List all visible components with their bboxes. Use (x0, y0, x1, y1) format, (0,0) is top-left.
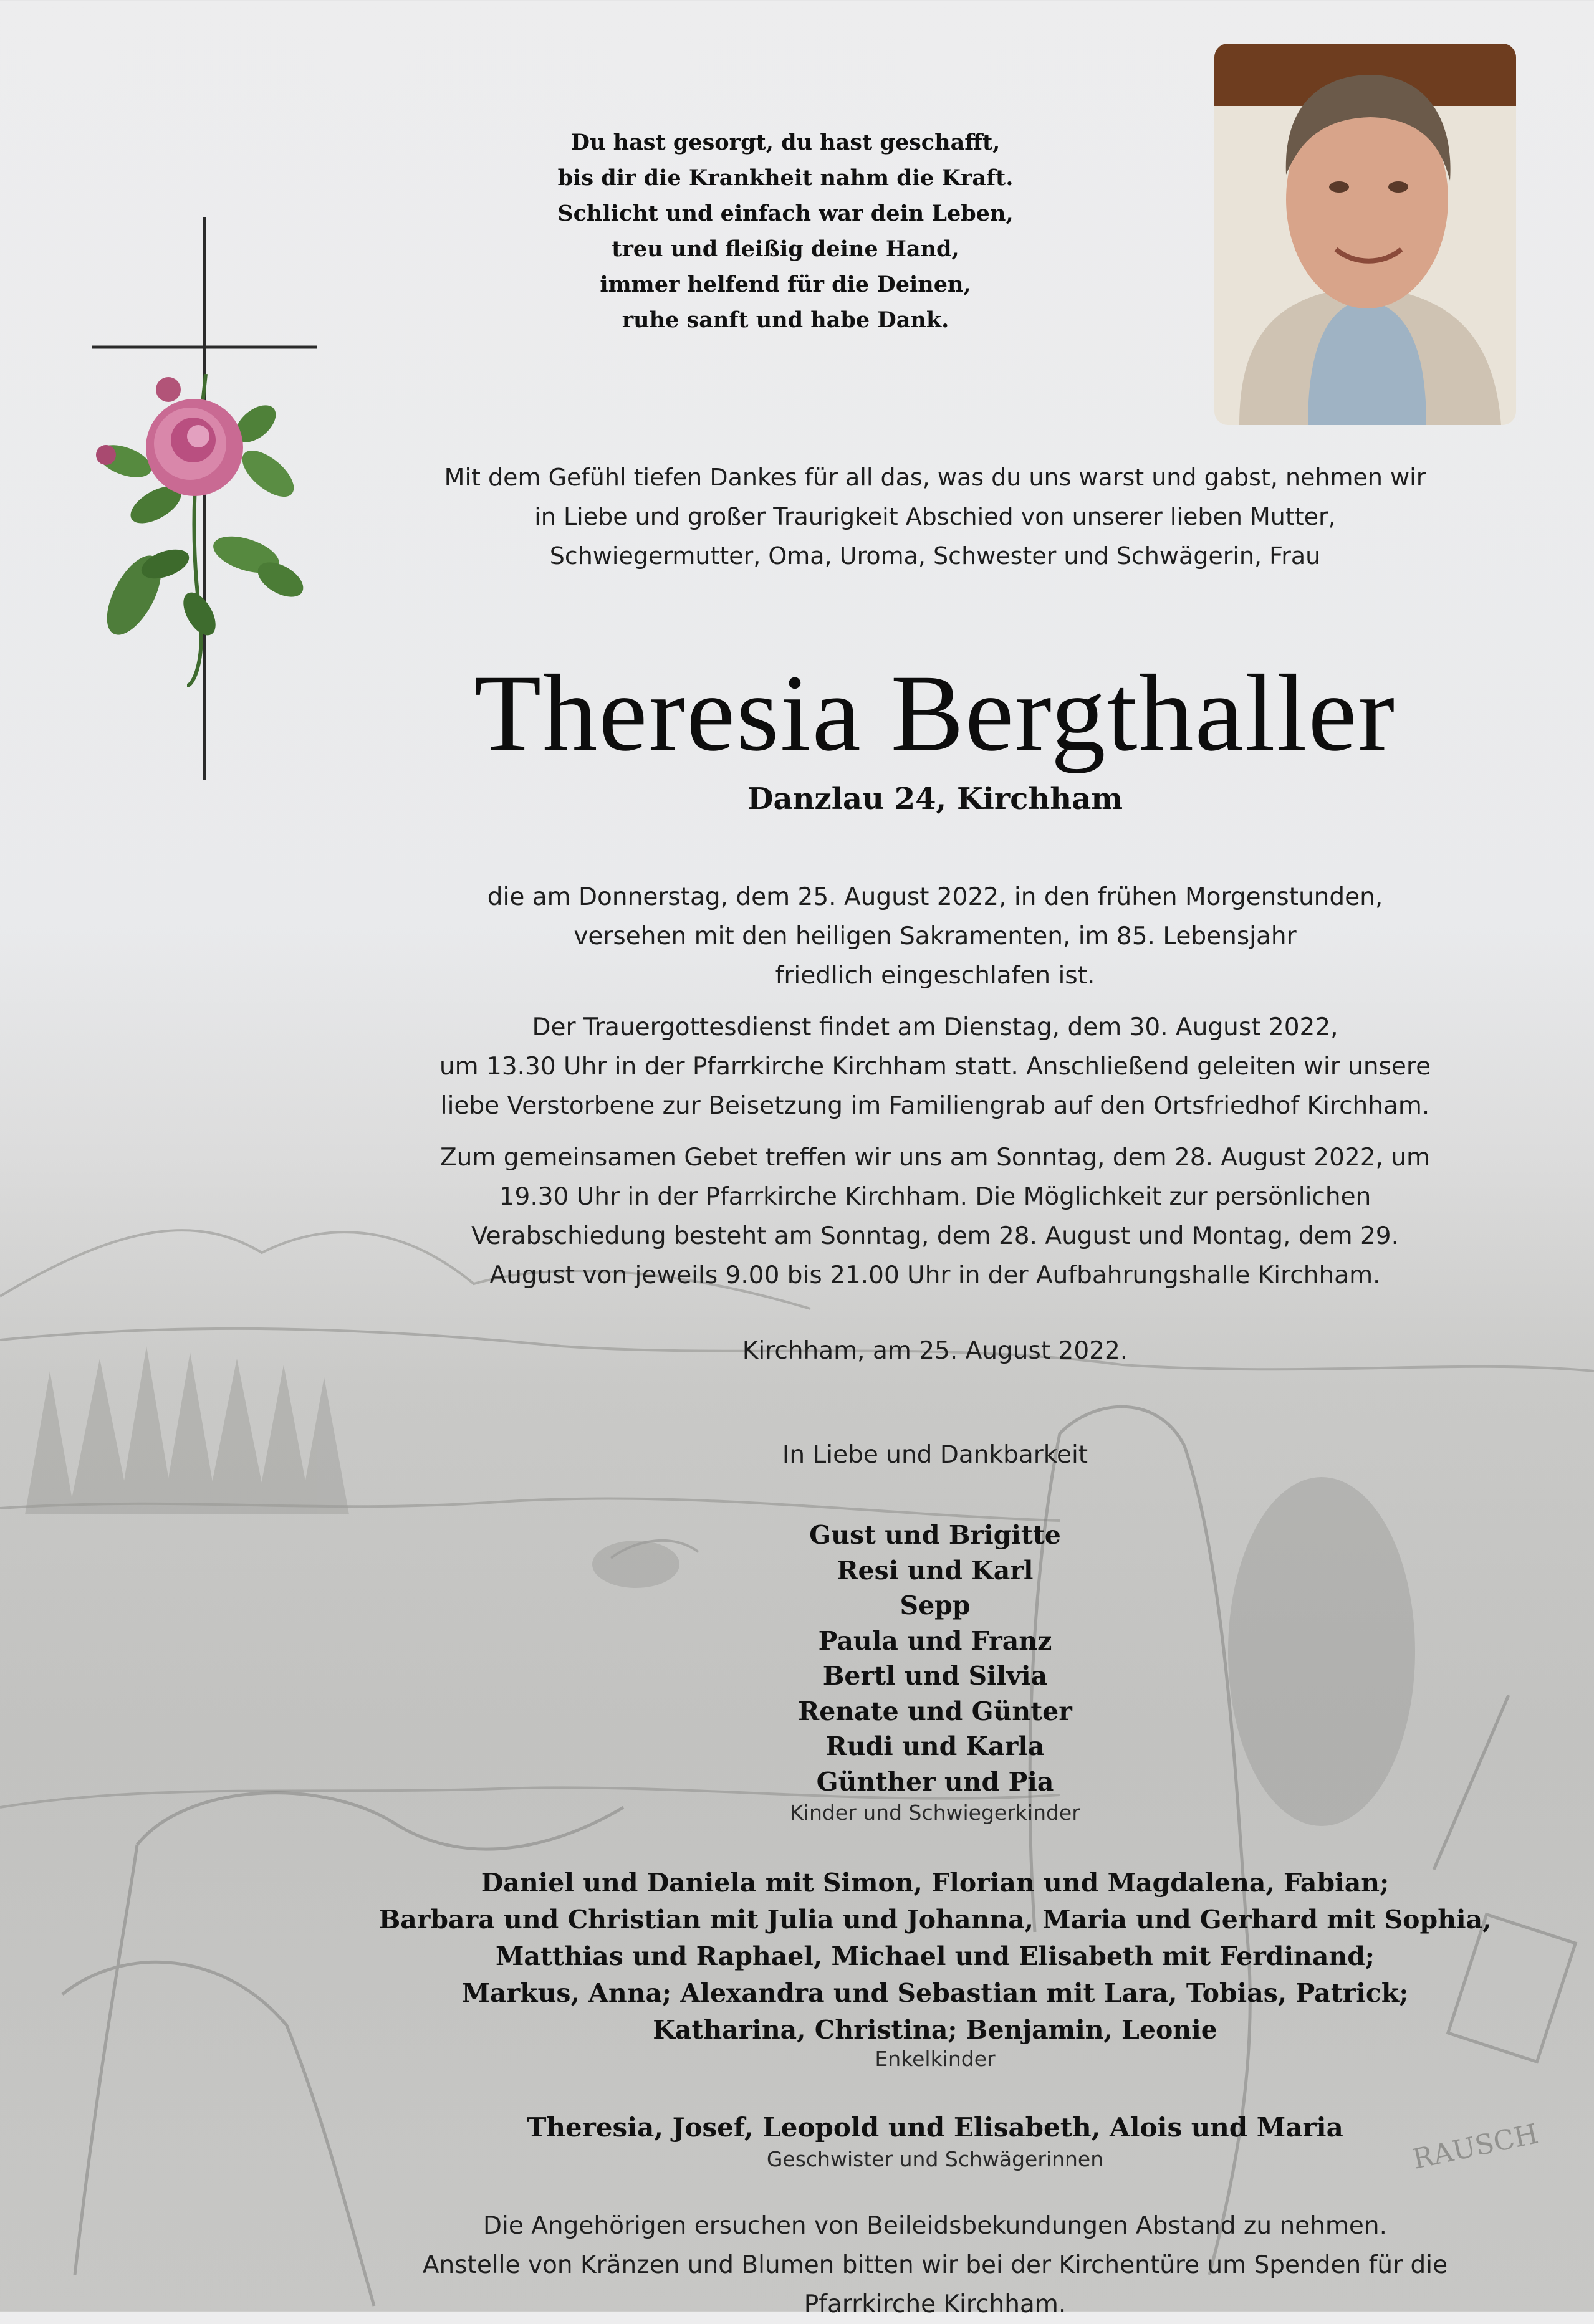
child-entry: Resi und Karl (837, 1555, 1034, 1585)
closing-line: Die Angehörigen ersuchen von Beileidsbekundungen Abstand zu nehmen. (483, 2212, 1387, 2240)
child-entry: Gust und Brigitte (809, 1520, 1061, 1550)
verse-line: Schlicht und einfach war dein Leben, (557, 201, 1014, 226)
closing-line: Anstelle von Kränzen und Blumen bitten wir bei der Kirchentüre um Spenden für die (422, 2251, 1448, 2279)
verse-line: Du hast gesorgt, du hast geschafft, (570, 130, 1001, 155)
grandchildren-line: Barbara und Christian mit Julia und Johanna, Maria und Gerhard mit Sophia, (378, 1905, 1492, 1934)
grandchildren-line: Daniel und Daniela mit Simon, Florian und Magdalena, Fabian; (481, 1868, 1390, 1898)
siblings-caption: Geschwister und Schwägerinnen (766, 2147, 1104, 2171)
children-caption: Kinder und Schwiegerkinder (790, 1800, 1080, 1825)
intro-line: in Liebe und großer Traurigkeit Abschied von unserer lieben Mutter, (534, 503, 1336, 530)
prayer-line: 19.30 Uhr in der Pfarrkirche Kirchham. Die Möglichkeit zur persönlichen (499, 1183, 1371, 1211)
grandchildren-line: Katharina, Christina; Benjamin, Leonie (653, 2015, 1217, 2045)
child-entry: Paula und Franz (818, 1625, 1052, 1656)
verse-line: treu und fleißig deine Hand, (612, 236, 959, 262)
verse-line: immer helfend für die Deinen, (600, 272, 971, 297)
intro-text (349, 458, 1521, 576)
child-entry: Renate und Günter (798, 1696, 1072, 1726)
siblings-list: Theresia, Josef, Leopold und Elisabeth, Alois und Maria (527, 2112, 1343, 2143)
prayer-line: August von jeweils 9.00 bis 21.00 Uhr in der Aufbahrungshalle Kirchham. (489, 1261, 1381, 1289)
greeting: In Liebe und Dankbarkeit (782, 1441, 1088, 1469)
child-entry: Bertl und Silvia (822, 1661, 1048, 1691)
verse-line: ruhe sanft und habe Dank. (622, 307, 949, 333)
grandchildren-line: Matthias und Raphael, Michael und Elisabeth mit Ferdinand; (495, 1941, 1375, 1971)
death-notice-line: versehen mit den heiligen Sakramenten, im 85. Lebensjahr (574, 922, 1297, 950)
intro-line: Schwiegermutter, Oma, Uroma, Schwester und Schwägerin, Frau (549, 542, 1321, 570)
children-list (349, 1518, 1521, 1799)
service-line: um 13.30 Uhr in der Pfarrkirche Kirchham statt. Anschließend geleiten wir unsere (439, 1053, 1431, 1081)
grandchildren-caption: Enkelkinder (875, 2047, 996, 2071)
deceased-address: Danzlau 24, Kirchham (747, 782, 1123, 816)
prayer-line: Verabschiedung besteht am Sonntag, dem 28. August und Montag, dem 29. (471, 1222, 1399, 1250)
verse-line: bis dir die Krankheit nahm die Kraft. (557, 165, 1014, 191)
memorial-verse (486, 125, 1085, 338)
death-notice-line: friedlich eingeschlafen ist. (775, 962, 1095, 990)
service-line: liebe Verstorbene zur Beisetzung im Familiengrab auf den Ortsfriedhof Kirchham. (440, 1092, 1430, 1120)
child-entry: Rudi und Karla (825, 1731, 1045, 1761)
closing-note (349, 2206, 1521, 2324)
artist-signature: RAUSCH (1409, 2118, 1541, 2176)
death-notice (349, 877, 1521, 995)
death-notice-line: die am Donnerstag, dem 25. August 2022, in den frühen Morgenstunden, (487, 883, 1383, 911)
intro-line: Mit dem Gefühl tiefen Dankes für all das, was du uns warst und gabst, nehmen wir (444, 464, 1426, 491)
prayer-line: Zum gemeinsamen Gebet treffen wir uns am Sonntag, dem 28. August 2022, um (439, 1144, 1431, 1172)
grandchildren-list (349, 1865, 1521, 2049)
funeral-service-info (349, 1008, 1521, 1126)
portrait-photo (1214, 44, 1516, 425)
closing-line: Pfarrkirche Kirchham. (804, 2290, 1067, 2318)
child-entry: Günther und Pia (816, 1766, 1054, 1797)
child-entry: Sepp (900, 1590, 971, 1620)
deceased-name: Theresia Bergthaller (474, 653, 1396, 774)
grandchildren-line: Markus, Anna; Alexandra und Sebastian mit Lara, Tobias, Patrick; (461, 1978, 1409, 2008)
prayer-info (349, 1138, 1521, 1295)
place-date: Kirchham, am 25. August 2022. (742, 1337, 1128, 1365)
service-line: Der Trauergottesdienst findet am Dienstag, dem 30. August 2022, (532, 1013, 1338, 1041)
